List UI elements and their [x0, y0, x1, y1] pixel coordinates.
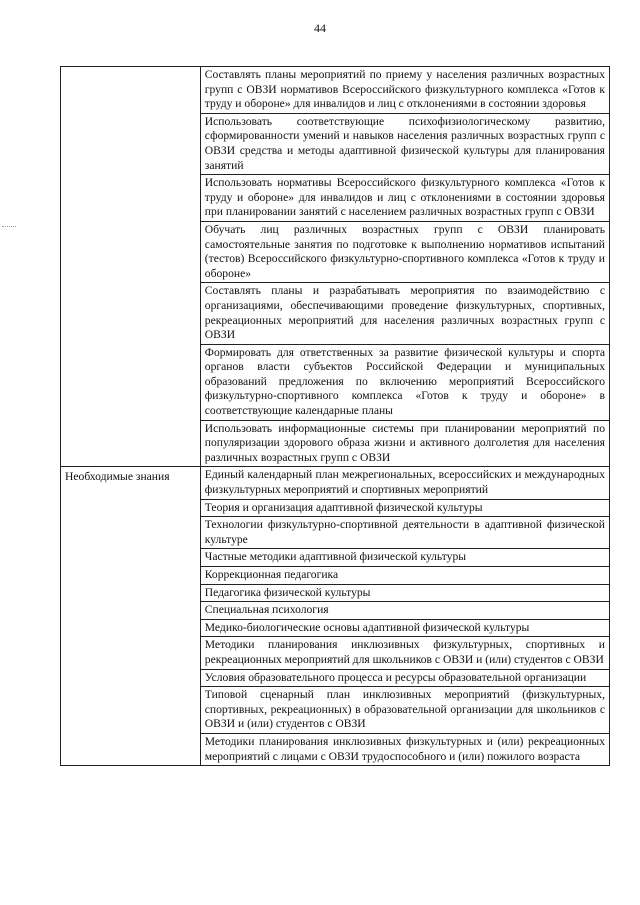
- knowledge-item: Типовой сценарный план инклюзивных мероприятий (физкультурных, спортивных, рекреационных) в образовательной организации для школьников с ОВЗИ и (или) студентов с ОВЗИ: [200, 687, 609, 734]
- table-row: [61, 67, 610, 114]
- knowledge-item: Частные методики адаптивной физической культуры: [200, 549, 609, 567]
- knowledge-item: Единый календарный план межрегиональных, всероссийских и международных физкультурных мероприятий и спортивных мероприятий: [200, 467, 609, 499]
- action-item: Обучать лиц различных возрастных групп с ОВЗИ планировать самостоятельные занятия по подготовке к выполнению нормативов испытаний (тестов) Всероссийского физкультурно-спортивного комплекса «Готов к труду и обороне»: [200, 221, 609, 282]
- knowledge-item: Условия образовательного процесса и ресурсы образовательной организации: [200, 669, 609, 687]
- knowledge-item: Специальная психология: [200, 602, 609, 620]
- action-item: Составлять планы мероприятий по приему у населения различных возрастных групп с ОВЗИ нормативов Всероссийского физкультурного комплекса «Готов к труду и обороне» для инвалидов и лиц с отклонениями в состоянии здоровья: [200, 67, 609, 114]
- margin-mark: [2, 226, 16, 227]
- knowledge-item: Теория и организация адаптивной физической культуры: [200, 499, 609, 517]
- action-item: Составлять планы и разрабатывать мероприятия по взаимодействию с организациями, обеспечивающими проведение физкультурных, спортивных, рекреационных мероприятий для населения различных возрастных групп с ОВЗИ: [200, 283, 609, 344]
- action-item: Использовать нормативы Всероссийского физкультурного комплекса «Готов к труду и обороне» для инвалидов и лиц с отклонениями в состоянии здоровья при планировании занятий с населением различных возрастных групп с ОВЗИ: [200, 175, 609, 222]
- knowledge-item: Методики планирования инклюзивных физкультурных и (или) рекреационных мероприятий с лицами с ОВЗИ трудоспособного и (или) пожилого возраста: [200, 733, 609, 765]
- action-item: Формировать для ответственных за развитие физической культуры и спорта органов власти субъектов Российской Федерации и муниципальных образований предложения по включению мероприятий Всероссийского физкультурно-спортивного комплекса «Готов к труду и обороне» в соответствующие календарные планы: [200, 344, 609, 420]
- knowledge-label-cell: [61, 467, 201, 766]
- action-item: Использовать информационные системы при планировании мероприятий по популяризации здорового образа жизни и активного долголетия для населения различных возрастных групп с ОВЗИ: [200, 420, 609, 467]
- requirements-table: [60, 66, 610, 766]
- page-number: 44: [314, 21, 326, 35]
- action-item: Использовать соответствующие психофизиологическому развитию, сформированности умений и навыков населения различных возрастных групп с ОВЗИ средства и методы адаптивной физической культуры для планирования занятий: [200, 113, 609, 174]
- knowledge-item: Коррекционная педагогика: [200, 567, 609, 585]
- knowledge-item: Методики планирования инклюзивных физкультурных, спортивных и рекреационных мероприятий для школьников с ОВЗИ и (или) студентов с ОВЗИ: [200, 637, 609, 669]
- knowledge-item: Технологии физкультурно-спортивной деятельности в адаптивной физической культуре: [200, 517, 609, 549]
- knowledge-label: Необходимые знания: [65, 470, 170, 484]
- knowledge-item: Медико-биологические основы адаптивной физической культуры: [200, 619, 609, 637]
- table-row: [61, 467, 610, 499]
- label-cell-empty: [61, 67, 201, 467]
- knowledge-item: Педагогика физической культуры: [200, 584, 609, 602]
